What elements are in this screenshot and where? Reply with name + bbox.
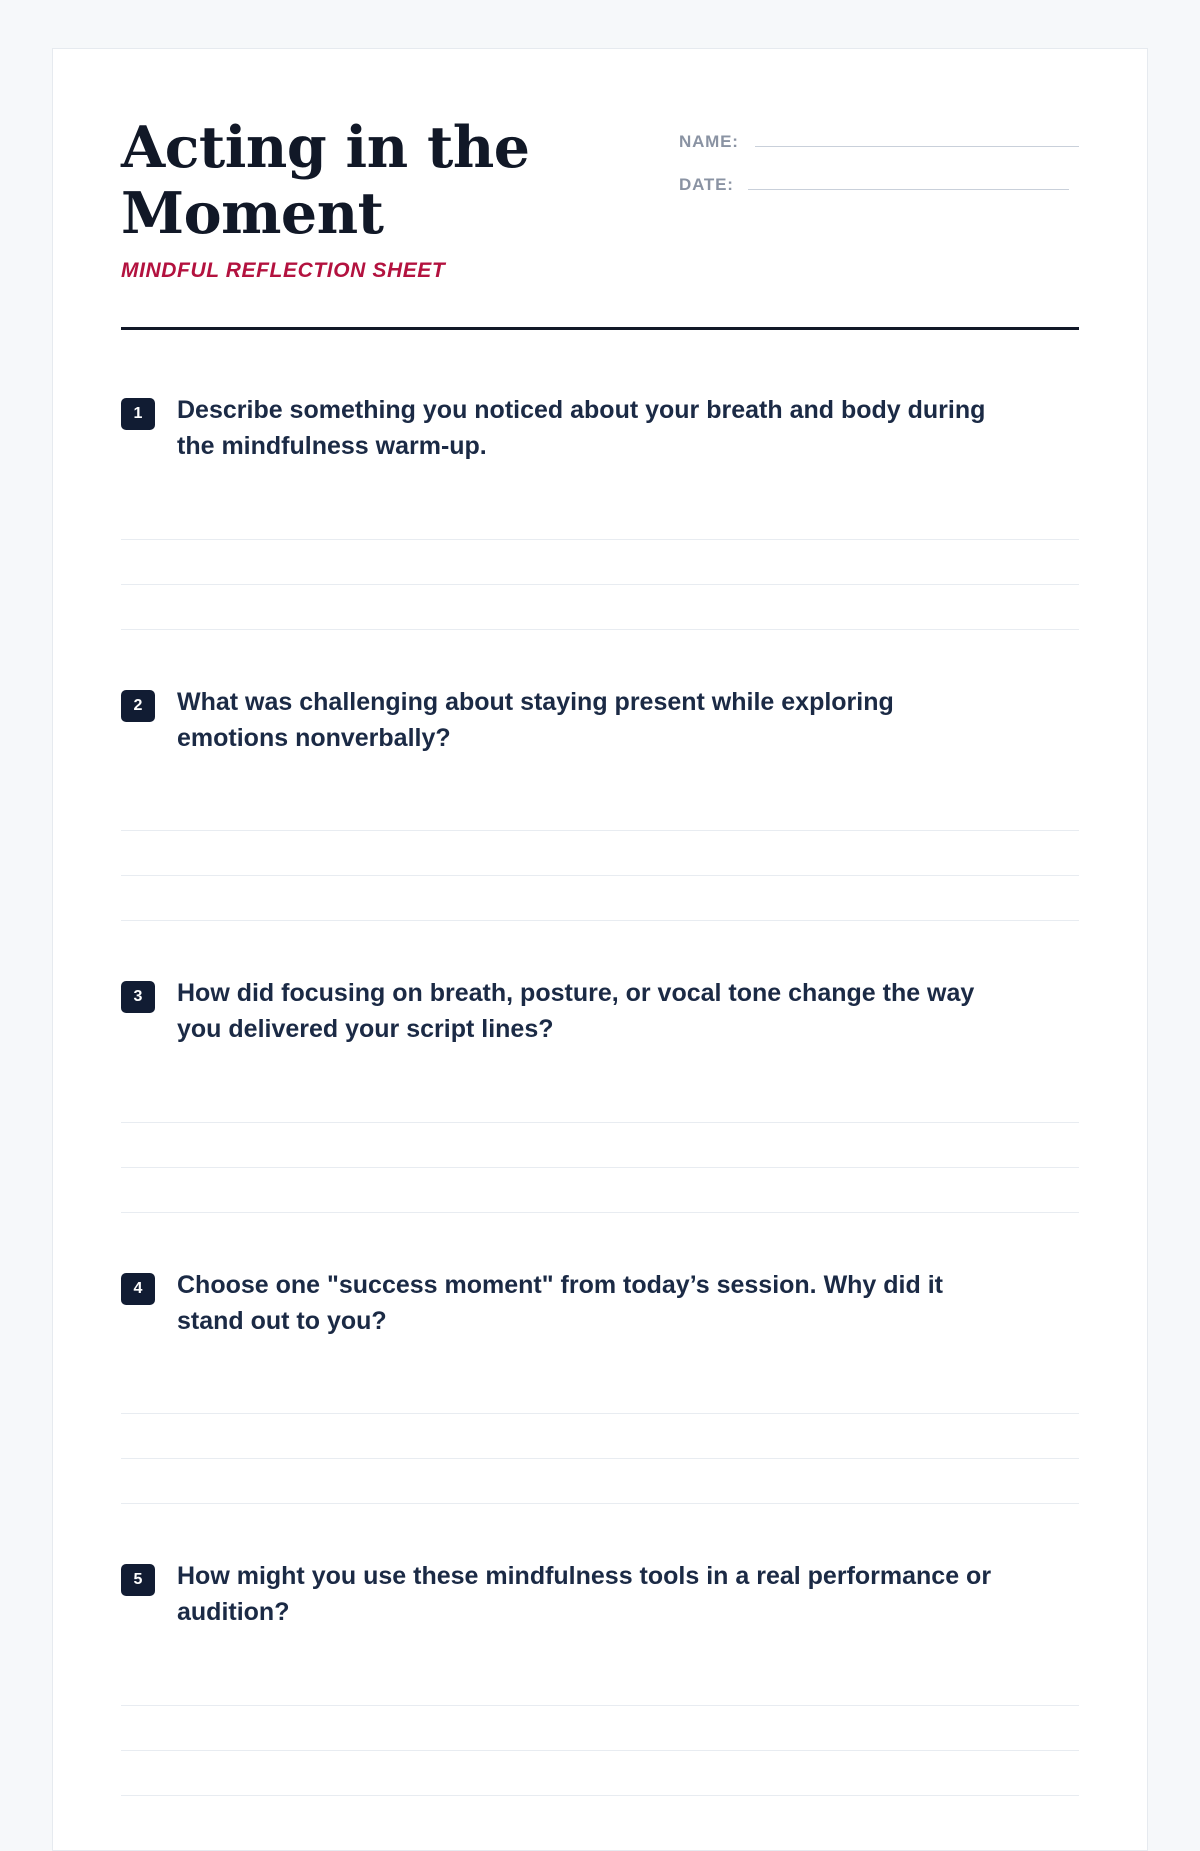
questions-list: [121, 392, 1079, 1796]
answer-line[interactable]: [121, 1414, 1079, 1459]
question-item: [121, 1558, 1079, 1796]
date-label: DATE:: [679, 175, 734, 194]
answer-line[interactable]: [121, 1078, 1079, 1123]
answer-line[interactable]: [121, 495, 1079, 540]
question-number-badge: 3: [121, 981, 155, 1013]
question-text: How might you use these mindfulness tools in a real performance or audition?: [177, 1562, 992, 1627]
question-number-badge: 5: [121, 1564, 155, 1596]
answer-line[interactable]: [121, 786, 1079, 831]
date-field-row: [679, 172, 1079, 195]
answer-line[interactable]: [121, 876, 1079, 921]
worksheet-header: [121, 115, 1079, 283]
answer-area[interactable]: [121, 786, 1079, 921]
date-input[interactable]: [748, 172, 1069, 190]
answer-line[interactable]: [121, 1369, 1079, 1414]
question-heading: [121, 1558, 1079, 1631]
question-heading: [121, 392, 1079, 465]
question-item: [121, 684, 1079, 922]
question-number-badge: 4: [121, 1273, 155, 1305]
answer-line[interactable]: [121, 1706, 1079, 1751]
question-heading: [121, 1267, 1079, 1340]
answer-area[interactable]: [121, 1369, 1079, 1504]
title-block: [121, 115, 641, 283]
question-heading: [121, 975, 1079, 1048]
answer-line[interactable]: [121, 831, 1079, 876]
meta-fields: [679, 129, 1079, 215]
name-input[interactable]: [755, 129, 1079, 147]
worksheet-content: [53, 49, 1147, 1796]
question-item: [121, 392, 1079, 630]
question-item: [121, 1267, 1079, 1505]
answer-area[interactable]: [121, 1078, 1079, 1213]
answer-line[interactable]: [121, 540, 1079, 585]
answer-line[interactable]: [121, 1123, 1079, 1168]
page-title: Acting in the Moment: [121, 114, 530, 248]
worksheet-page: [52, 48, 1148, 1851]
page-subtitle: MINDFUL REFLECTION SHEET: [121, 259, 446, 283]
answer-area[interactable]: [121, 495, 1079, 630]
question-text: Describe something you noticed about your breath and body during the mindfulness warm-up.: [177, 396, 986, 461]
question-heading: [121, 684, 1079, 757]
answer-line[interactable]: [121, 1459, 1079, 1504]
header-divider: [121, 327, 1079, 330]
question-item: [121, 975, 1079, 1213]
question-number-badge: 1: [121, 398, 155, 430]
question-text: Choose one "success moment" from today’s session. Why did it stand out to you?: [177, 1270, 943, 1335]
name-field-row: [679, 129, 1079, 152]
question-text: What was challenging about staying present while exploring emotions nonverbally?: [177, 687, 894, 752]
question-number-badge: 2: [121, 690, 155, 722]
answer-line[interactable]: [121, 1661, 1079, 1706]
answer-line[interactable]: [121, 1168, 1079, 1213]
name-label: NAME:: [679, 132, 739, 151]
answer-line[interactable]: [121, 1751, 1079, 1796]
answer-line[interactable]: [121, 585, 1079, 630]
answer-area[interactable]: [121, 1661, 1079, 1796]
question-text: How did focusing on breath, posture, or vocal tone change the way you delivered your script lines?: [177, 979, 975, 1044]
